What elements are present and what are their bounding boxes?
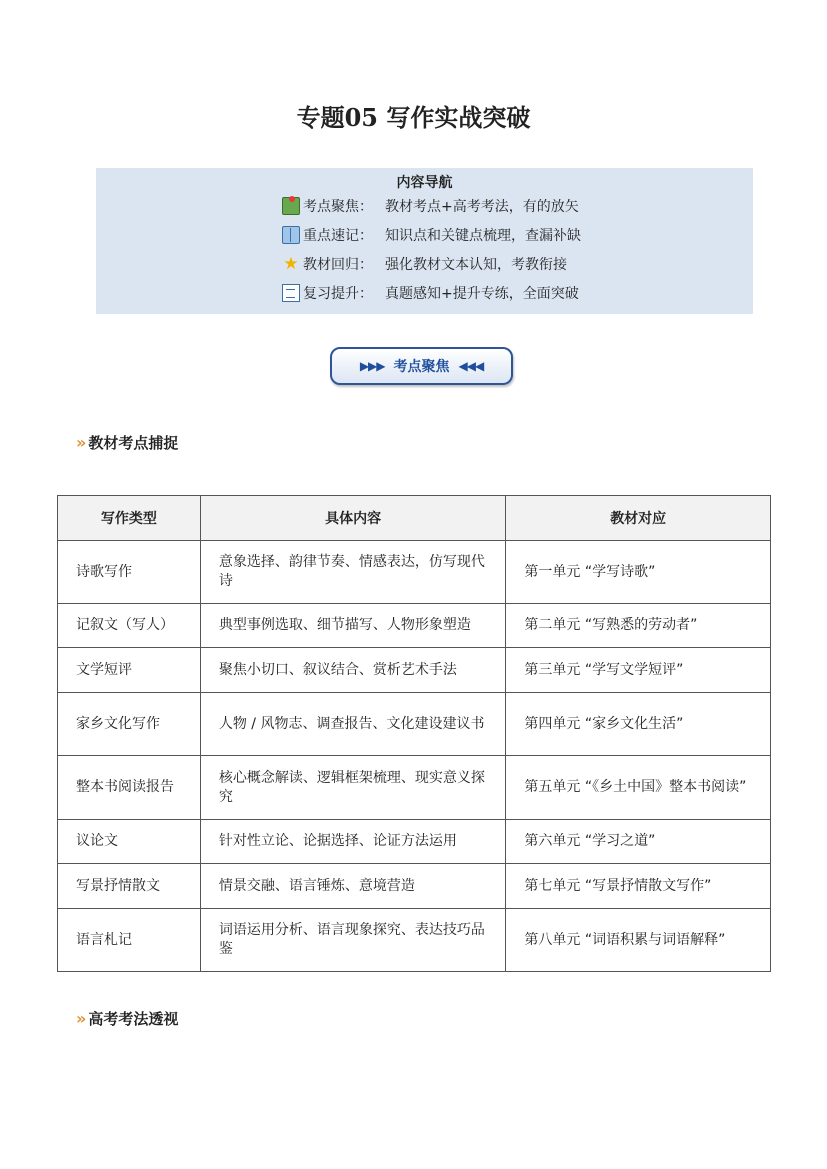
table-cell: 整本书阅读报告 — [58, 756, 201, 820]
table-cell: 词语运用分析、语言现象探究、表达技巧品鉴 — [200, 909, 506, 972]
table-cell: 第六单元 “学习之道” — [506, 820, 771, 864]
table-cell: 记叙文（写人） — [58, 604, 201, 648]
star-icon: ★ — [283, 254, 299, 274]
table-row — [58, 756, 771, 820]
table-row — [58, 820, 771, 864]
nav-item-key: 复习提升： — [303, 286, 373, 302]
table-header-row — [58, 496, 771, 541]
table-row — [58, 693, 771, 756]
nav-item-review — [282, 282, 579, 304]
writing-types-table — [57, 495, 771, 972]
nav-item-key: 重点速记： — [303, 228, 373, 244]
table-cell: 文学短评 — [58, 648, 201, 693]
table-cell: 典型事例选取、细节描写、人物形象塑造 — [200, 604, 506, 648]
table-cell: 聚焦小切口、叙议结合、赏析艺术手法 — [200, 648, 506, 693]
nav-item-value: 知识点和关键点梳理，查漏补缺 — [385, 228, 581, 244]
nav-item-value: 教材考点+高考考法，有的放矢 — [385, 199, 579, 215]
chevron-icon: » — [76, 1009, 87, 1028]
table-cell: 第八单元 “词语积累与词语解释” — [506, 909, 771, 972]
nav-item-value: 真题感知+提升专练，全面突破 — [385, 286, 579, 302]
table-cell: 第一单元 “学写诗歌” — [506, 541, 771, 604]
nav-item-value: 强化教材文本认知，考教衔接 — [385, 257, 567, 273]
table-cell: 第五单元 “《乡土中国》整本书阅读” — [506, 756, 771, 820]
banner-label: 考点聚焦 — [393, 359, 450, 375]
table-row — [58, 604, 771, 648]
section-heading-textbook — [76, 432, 178, 453]
nav-item-key: 考点聚焦： — [303, 199, 373, 215]
table-cell: 第四单元 “家乡文化生活” — [506, 693, 771, 756]
table-cell: 第二单元 “写熟悉的劳动者” — [506, 604, 771, 648]
table-cell: 核心概念解读、逻辑框架梳理、现实意义探究 — [200, 756, 506, 820]
table-row — [58, 909, 771, 972]
right-arrows-icon: ▶▶▶ — [359, 359, 385, 373]
header-textbook: 教材对应 — [506, 496, 771, 541]
table-cell: 针对性立论、论据选择、论证方法运用 — [200, 820, 506, 864]
table-cell: 写景抒情散文 — [58, 864, 201, 909]
nav-item-notes — [282, 224, 581, 246]
document-icon — [282, 284, 300, 302]
table-cell: 第三单元 “学写文学短评” — [506, 648, 771, 693]
table-cell: 意象选择、韵律节奏、情感表达，仿写现代诗 — [200, 541, 506, 604]
table-cell: 情景交融、语言锤炼、意境营造 — [200, 864, 506, 909]
table-cell: 人物 / 风物志、调查报告、文化建设建议书 — [200, 693, 506, 756]
page-title: 专题05 写作实战突破 — [296, 103, 531, 132]
left-arrows-icon: ◀◀◀ — [458, 359, 484, 373]
table-cell: 家乡文化写作 — [58, 693, 201, 756]
chevron-icon: » — [76, 433, 87, 452]
section-title: 教材考点捕捉 — [88, 434, 179, 452]
table-cell: 诗歌写作 — [58, 541, 201, 604]
nav-heading: 内容导航 — [396, 175, 453, 191]
table-cell: 语言札记 — [58, 909, 201, 972]
content-navigation-box — [96, 168, 753, 314]
table-cell: 议论文 — [58, 820, 201, 864]
section-title: 高考考法透视 — [88, 1010, 179, 1028]
focus-banner — [330, 347, 513, 385]
header-type: 写作类型 — [58, 496, 201, 541]
nav-item-focus — [282, 195, 579, 217]
table-row — [58, 864, 771, 909]
map-icon — [282, 197, 300, 215]
table-cell: 第七单元 “写景抒情散文写作” — [506, 864, 771, 909]
table-row — [58, 648, 771, 693]
nav-item-textbook — [282, 253, 567, 275]
section-heading-exam — [76, 1008, 178, 1029]
header-content: 具体内容 — [200, 496, 506, 541]
nav-item-key: 教材回归： — [303, 257, 373, 273]
table-row — [58, 541, 771, 604]
book-icon — [282, 226, 300, 244]
